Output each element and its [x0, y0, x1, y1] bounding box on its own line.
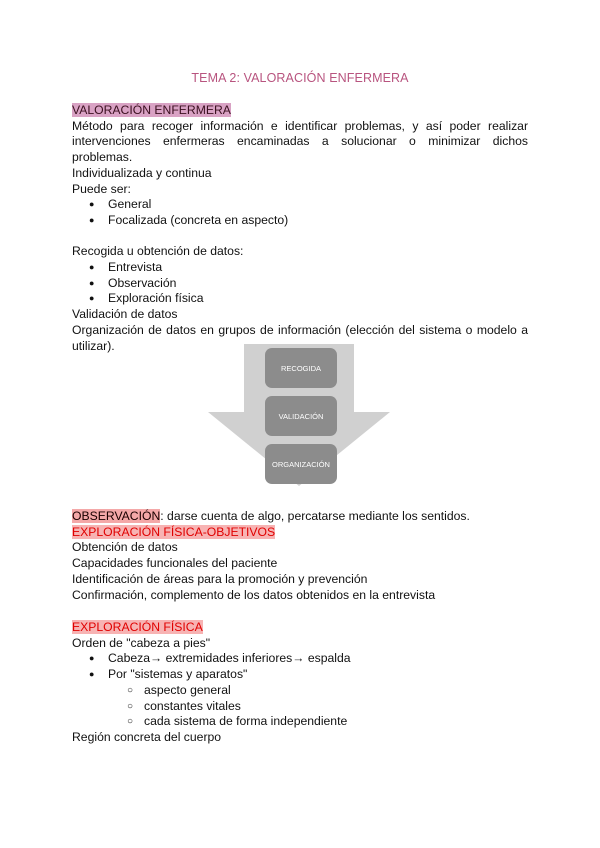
text-line: Puede ser: [72, 181, 131, 196]
sub-bullet-list [72, 683, 528, 730]
list-item: ● General [72, 197, 528, 213]
sub-list-item: ○ aspecto general [72, 683, 528, 699]
document-title: TEMA 2: VALORACIÓN ENFERMERA [191, 71, 409, 85]
bullet-list [72, 197, 528, 228]
list-item: ● Exploración física [72, 291, 528, 307]
text-line: Validación de datos [72, 307, 178, 322]
list-item: ● Por "sistemas y aparatos" [72, 667, 528, 683]
text-line: Recogida u obtención de datos: [72, 244, 244, 259]
list-item: ● Entrevista [72, 260, 528, 276]
step-label-validacion: VALIDACIÓN [278, 412, 324, 421]
bullet-list [72, 260, 528, 307]
sub-list-item: ○ cada sistema de forma independiente [72, 714, 528, 730]
step-label-recogida: RECOGIDA [280, 364, 322, 373]
section-heading-exploracion: EXPLORACIÓN FÍSICA [72, 620, 203, 634]
text-line: Capacidades funcionales del paciente [72, 556, 278, 571]
step-label-organizacion: ORGANIZACIÓN [272, 460, 330, 469]
section-heading-valoracion: VALORACIÓN ENFERMERA [72, 103, 231, 117]
list-item: ● Cabeza→ extremidades inferiores→ espalda [72, 651, 528, 667]
list-item: ● Observación [72, 276, 528, 292]
observacion-term: OBSERVACIÓN [72, 509, 161, 523]
observacion-definition: : darse cuenta de algo, percatarse mediante los sentidos. [160, 509, 470, 523]
bullet-list [72, 651, 528, 682]
list-item: ● Focalizada (concreta en aspecto) [72, 213, 528, 229]
text-line: Individualizada y continua [72, 165, 212, 180]
section-valoracion [72, 103, 528, 354]
text-line: Orden de "cabeza a pies" [72, 635, 211, 650]
organization-paragraph: Organización de datos en grupos de información (elección del sistema o modelo a utilizar). [72, 322, 528, 353]
text-line: Obtención de datos [72, 540, 178, 555]
text-line: Identificación de áreas para la promoción y prevención [72, 571, 368, 586]
sub-list-item: ○ constantes vitales [72, 699, 528, 715]
text-line: Confirmación, complemento de los datos obtenidos en la entrevista [72, 587, 436, 602]
section-heading-objetivos: EXPLORACIÓN FÍSICA-OBJETIVOS [72, 524, 276, 539]
section-exploracion [72, 620, 528, 746]
definition-paragraph: Método para recoger información e identificar problemas, y así poder realizar intervenciones enfermeras encaminadas a solucionar o minimizar dichos problemas. [72, 118, 528, 165]
observacion-line [72, 509, 528, 525]
section-observacion [72, 509, 528, 603]
process-diagram [208, 344, 390, 486]
text-line: Región concreta del cuerpo [72, 729, 222, 744]
